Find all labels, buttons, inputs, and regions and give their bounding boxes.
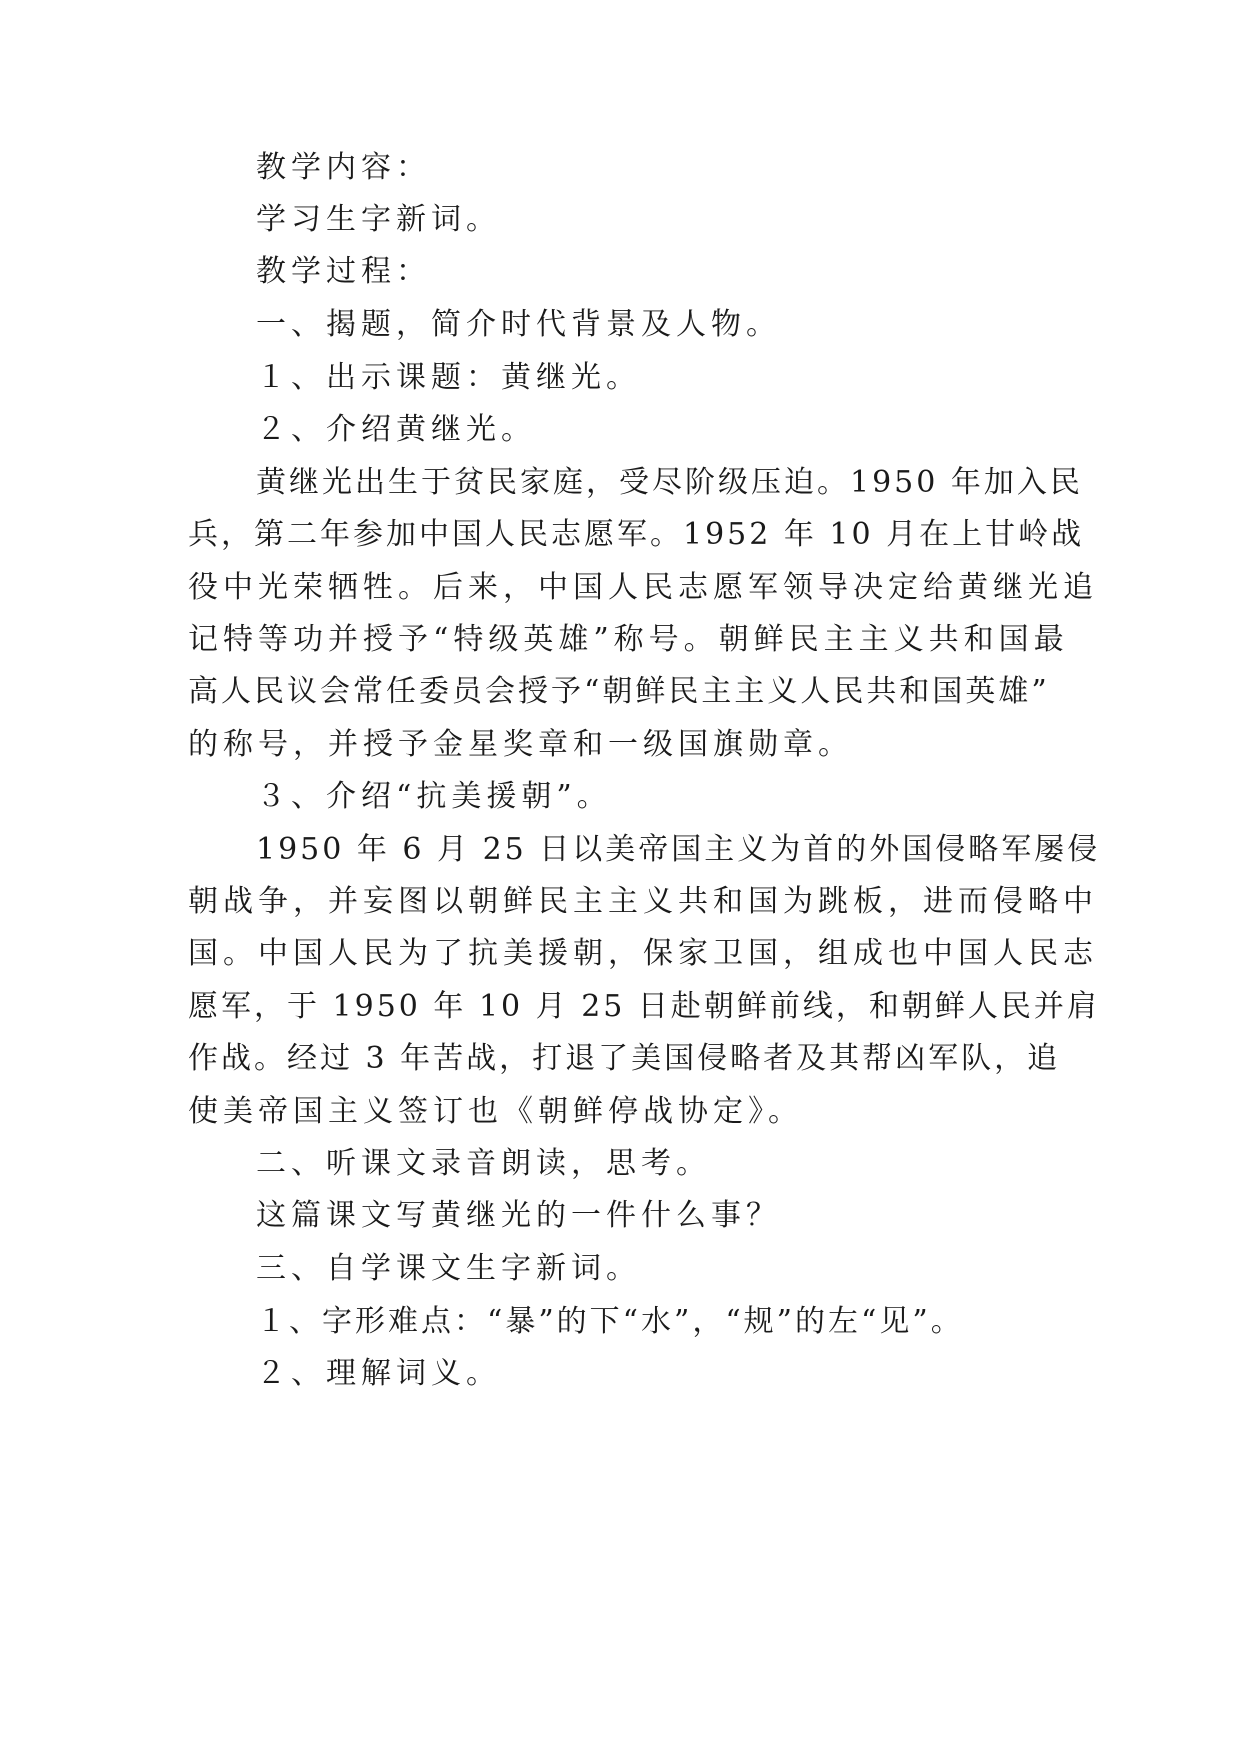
- paragraph: 这篇课文写黄继光的一件什么事？: [256, 1198, 781, 1233]
- paragraph-line: 役中光荣牺牲。后来，中国人民志愿军领导决定给黄继光追: [188, 570, 1098, 605]
- paragraph-line: 兵，第二年参加中国人民志愿军。1952 年 10 月在上甘岭战: [188, 517, 1085, 552]
- paragraph-line: 使美帝国主义签订也《朝鲜停战协定》。: [188, 1094, 803, 1129]
- paragraph: 学习生字新词。: [256, 202, 501, 237]
- paragraph-line: 朝战争，并妄图以朝鲜民主主义共和国为跳板，进而侵略中: [188, 884, 1098, 919]
- list-item: ２、介绍黄继光。: [256, 412, 536, 447]
- paragraph-line: 作战。经过 3 年苦战，打退了美国侵略者及其帮凶军队，追: [188, 1041, 1061, 1076]
- heading-teaching-content: 教学内容：: [256, 150, 431, 185]
- section-heading-3: 三、自学课文生字新词。: [256, 1251, 641, 1286]
- paragraph-line: 黄继光出生于贫民家庭，受尽阶级压迫。1950 年加入民: [256, 465, 1083, 500]
- list-item: １、字形难点：“暴”的下“水”，“规”的左“见”。: [256, 1304, 964, 1339]
- list-item: ３、介绍“抗美援朝”。: [256, 779, 612, 814]
- section-heading-2: 二、听课文录音朗读，思考。: [256, 1146, 711, 1181]
- paragraph-line: 的称号，并授予金星奖章和一级国旗勋章。: [188, 727, 853, 762]
- paragraph-line: 高人民议会常任委员会授予“朝鲜民主主义人民共和国英雄”: [188, 674, 1050, 709]
- paragraph-line: 记特等功并授予“特级英雄”称号。朝鲜民主主义共和国最: [188, 622, 1069, 657]
- heading-teaching-process: 教学过程：: [256, 254, 431, 289]
- list-item: １、出示课题：黄继光。: [256, 360, 641, 395]
- section-heading-1: 一、揭题，简介时代背景及人物。: [256, 307, 781, 342]
- list-item: ２、理解词义。: [256, 1356, 501, 1391]
- paragraph-line: 愿军，于 1950 年 10 月 25 日赴朝鲜前线，和朝鲜人民并肩: [188, 989, 1100, 1024]
- paragraph-line: 1950 年 6 月 25 日以美帝国主义为首的外国侵略军屡侵: [256, 832, 1101, 867]
- paragraph-line: 国。中国人民为了抗美援朝，保家卫国，组成也中国人民志: [188, 936, 1098, 971]
